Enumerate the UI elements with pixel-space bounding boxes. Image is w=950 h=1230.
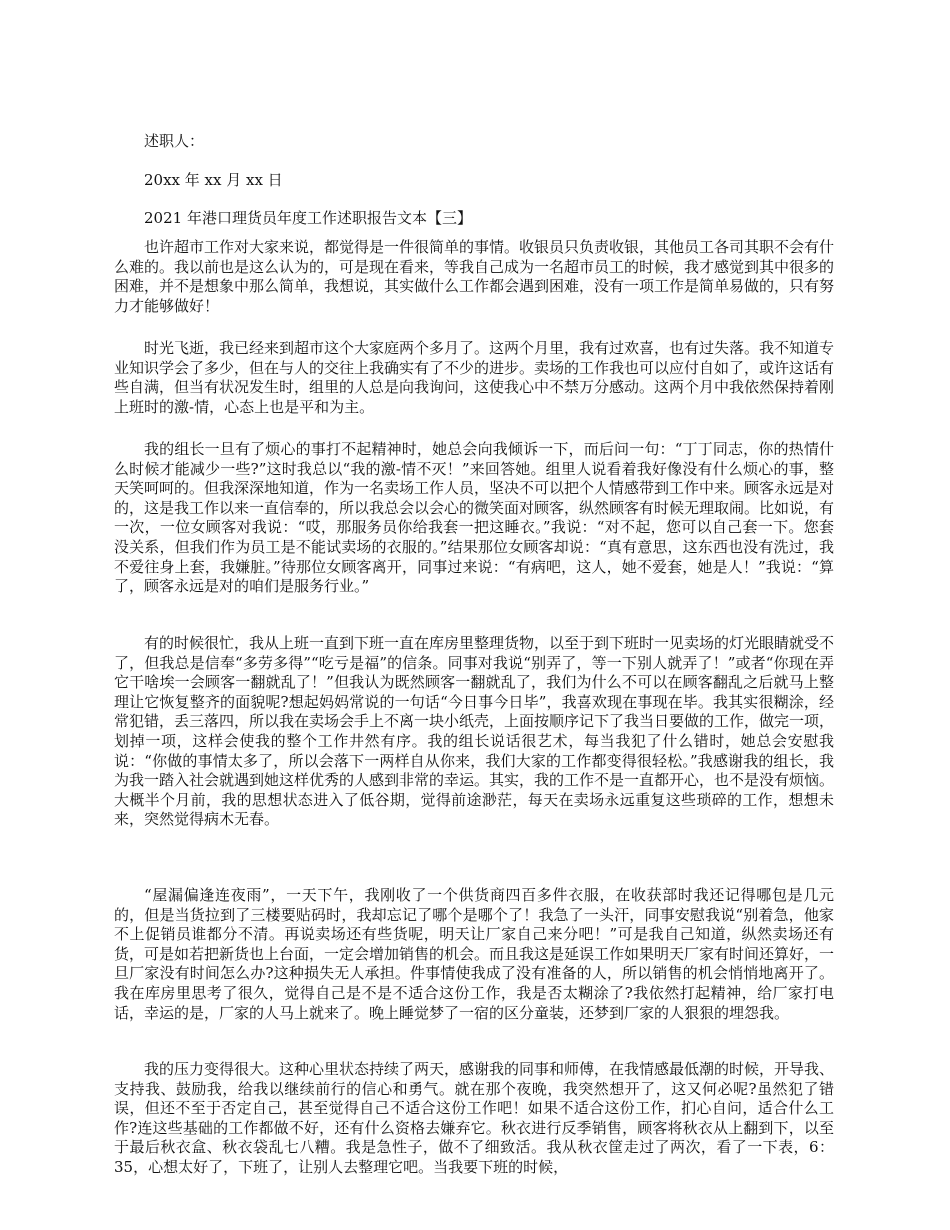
paragraph: 我的压力变得很大。这种心里状态持续了两天，感谢我的同事和师傅，在我情感最低潮的时候，开导我、支持我、鼓励我，给我以继续前行的信心和勇气。就在那个夜晚，我突然想开了，这又何必呢?虽然犯了错误，但还不至于否定自己，甚至觉得自己不适合这份工作吧！如果不适合这份工作，扪心自问，适合什么工作?连这些基础的工作都做不好，还有什么资格去嫌弃它。秋衣进行反季销售，顾客将秋衣从上翻到下，以至于最后秋衣盒、秋衣袋乱七八糟。我是急性子，做不了细致活。我从秋衣筐走过了两次，看了一下表，6：35，心想太好了，下班了，让别人去整理它吧。当我要下班的时候， — [114, 1060, 835, 1176]
date-line: 20xx 年 xx 月 xx 日 — [144, 171, 283, 189]
paragraph: 也许超市工作对大家来说，都觉得是一件很简单的事情。收银员只负责收银，其他员工各司其职不会有什么难的。我以前也是这么认为的，可是现在看来，等我自己成为一名超市员工的时候，我才感觉到其中很多的困难，并不是想象中那么简单，我想说，其实做什么工作都会遇到困难，没有一项工作是简单易做的，只有努力才能够做好！ — [114, 238, 835, 315]
reporter-line: 述职人： — [144, 132, 205, 150]
document-title: 2021 年港口理货员年度工作述职报告文本【三】 — [144, 209, 472, 227]
paragraph: 时光飞逝，我已经来到超市这个大家庭两个多月了。这两个月里，我有过欢喜，也有过失落。我不知道专业知识学会了多少，但在与人的交往上我确实有了不少的进步。卖场的工作我也可以应付自如了，或许这话有些自满，但当有状况发生时，组里的人总是向我询问，这使我心中不禁万分感动。这两个月中我依然保持着刚上班时的激-情，心态上也是平和为主。 — [114, 339, 835, 416]
paragraph: “屋漏偏逢连夜雨”，一天下午，我刚收了一个供货商四百多件衣服，在收获部时我还记得哪包是几元的，但是当货拉到了三楼要贴码时，我却忘记了哪个是哪个了！我急了一头汗，同事安慰我说“别着急，他家不上促销员谁都分不清。再说卖场还有些货呢，明天让厂家自己来分吧！”可是我自己知道，纵然卖场还有货，可是如若把新货也上台面，一定会增加销售的机会。而且我这是延误工作如果明天厂家有时间还算好，一旦厂家没有时间怎么办?这种损失无人承担。件事情使我成了没有准备的人，所以销售的机会悄悄地离开了。我在库房里思考了很久，觉得自己是不是不适合这份工作，我是否太糊涂了?我依然打起精神，给厂家打电话，幸运的是，厂家的人马上就来了。晚上睡觉梦了一宿的区分童装，还梦到厂家的人狠狠的埋怨我。 — [114, 886, 835, 1022]
paragraph: 有的时候很忙，我从上班一直到下班一直在库房里整理货物，以至于到下班时一见卖场的灯光眼睛就受不了，但我总是信奉“多劳多得”“吃亏是福”的信条。同事对我说“别弄了，等一下别人就弄了！”或者“你现在弄它干啥埃一会顾客一翻就乱了！”但我认为既然顾客一翻就乱了，我们为什么不可以在顾客翻乱之后就马上整理让它恢复整齐的面貌呢?想起妈妈常说的一句话“今日事今日毕”，我喜欢现在事现在毕。我其实很糊涂，经常犯错，丢三落四，所以我在卖场会手上不离一块小纸壳，上面按顺序记下了我当日要做的工作，做完一项，划掉一项，这样会使我的整个工作井然有序。我的组长说话很艺术，每当我犯了什么错时，她总会安慰我说：“你做的事情太多了，所以会落下一两样自从你来，我们大家的工作都变得很轻松。”我感谢我的组长，我为我一踏入社会就遇到她这样优秀的人感到非常的幸运。其实，我的工作不是一直都开心，也不是没有烦恼。大概半个月前，我的思想状态进入了低谷期，觉得前途渺茫，每天在卖场永远重复这些琐碎的工作，想想未来，突然觉得病木无春。 — [114, 634, 835, 829]
paragraph: 我的组长一旦有了烦心的事打不起精神时，她总会向我倾诉一下，而后问一句：“丁丁同志，你的热情什么时候才能减少一些?”这时我总以“我的激-情不灭！”来回答她。组里人说看着我好像没有什么烦心的事，整天笑呵呵的。但我深深地知道，作为一名卖场工作人员，坚决不可以把个人情感带到工作中来。顾客永远是对的，这是我工作以来一直信奉的，所以我总会以会心的微笑面对顾客，纵然顾客有时候无理取闹。比如说，有一次，一位女顾客对我说：“哎，那服务员你给我套一把这睡衣。”我说：“对不起，您可以自己套一下。您套没关系，但我们作为员工是不能试卖场的衣服的。”结果那位女顾客却说：“真有意思，这东西也没有洗过，我不爱往身上套，我嫌脏。”待那位女顾客离开，同事过来说：“有病吧，这人，她不爱套，她是人！”我说：“算了，顾客永远是对的咱们是服务行业。” — [114, 440, 835, 596]
